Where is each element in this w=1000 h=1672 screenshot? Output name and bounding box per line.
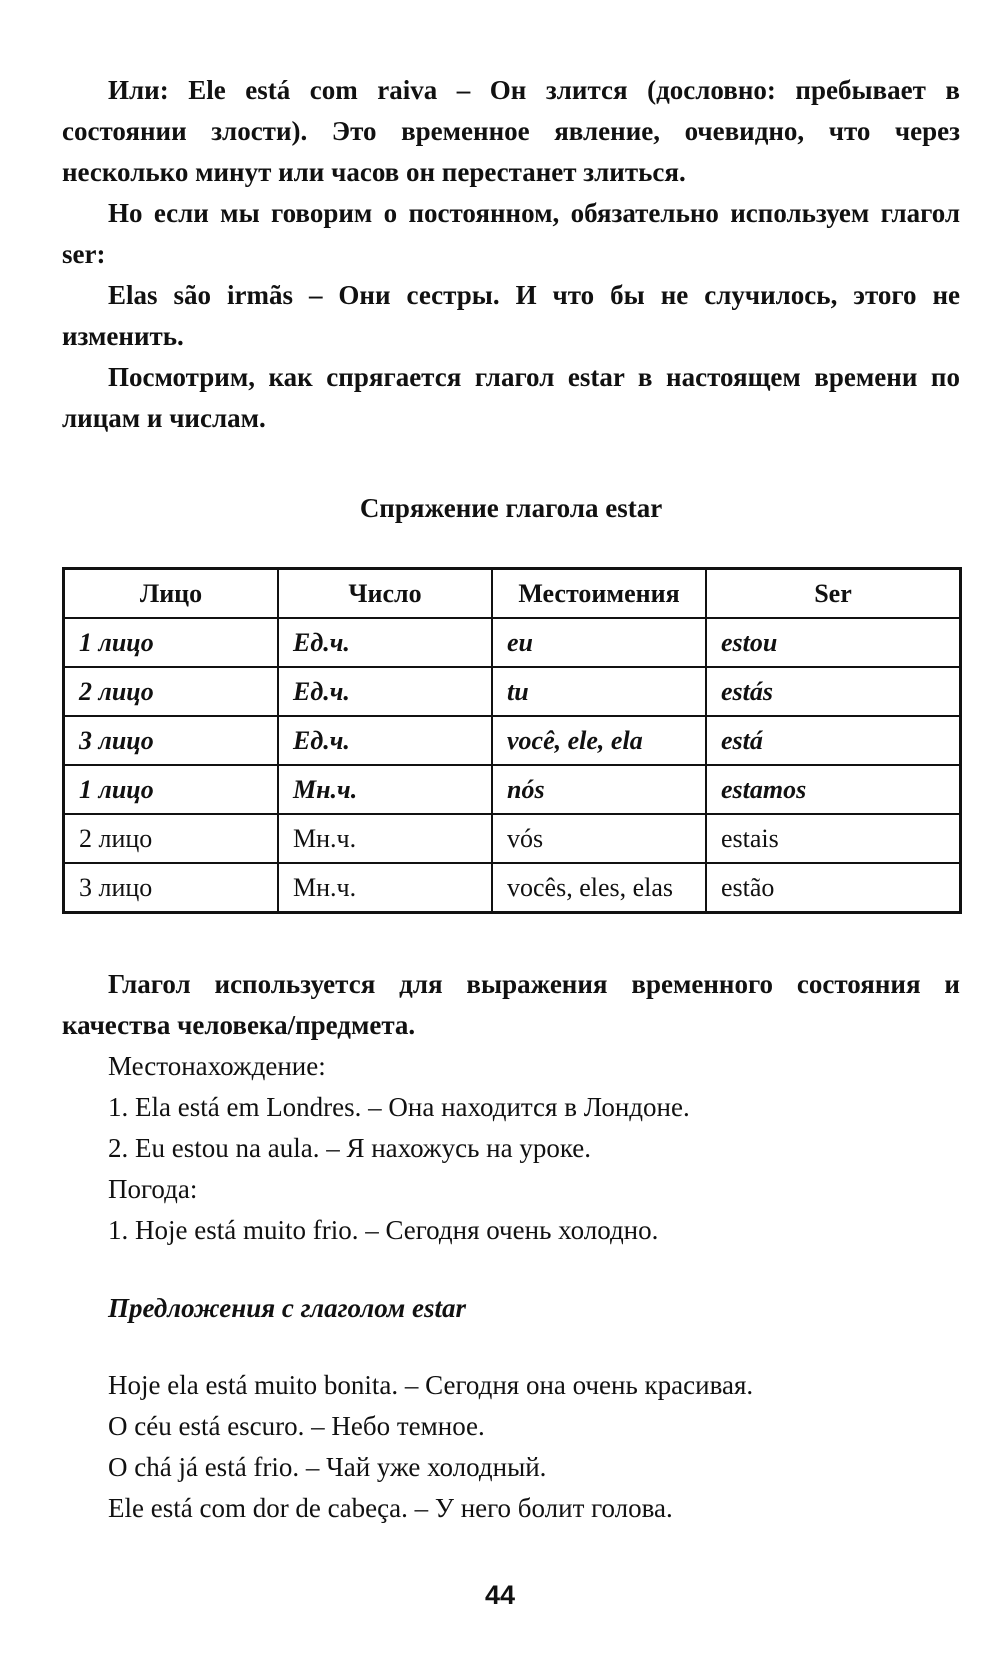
sentences-heading: Предложения с глаголом estar: [108, 1293, 466, 1323]
cell-number: Ед.ч.: [278, 618, 492, 667]
intro-paragraph-4: Посмотрим, как спрягается глагол estar в настоящем времени по лицам и числам.: [62, 362, 960, 433]
table-row: [64, 716, 961, 765]
sentence-item: Hoje ela está muito bonita. – Сегодня она очень красивая.: [108, 1370, 754, 1400]
cell-verb-form: estás: [706, 667, 961, 716]
intro-paragraph-1: Или: Ele está com raiva – Он злится (дословно: пребывает в состоянии злости). Это временное явление, очевидно, что через несколько минут или часов он перестанет злиться.: [62, 75, 960, 187]
table-header-row: [64, 569, 961, 619]
usage-paragraph: Глагол используется для выражения временного состояния и качества человека/предмета.: [62, 969, 960, 1040]
table-row: [64, 814, 961, 863]
conjugation-table: [62, 567, 962, 914]
weather-label: Погода:: [108, 1174, 198, 1204]
cell-number: Ед.ч.: [278, 716, 492, 765]
table-row: [64, 765, 961, 814]
cell-number: Мн.ч.: [278, 863, 492, 913]
cell-verb-form: estais: [706, 814, 961, 863]
intro-paragraph-3: Elas são irmãs – Они сестры. И что бы не случилось, этого не изменить.: [62, 280, 960, 351]
table-row: [64, 863, 961, 913]
cell-verb-form: estão: [706, 863, 961, 913]
cell-pronoun: vocês, eles, elas: [492, 863, 706, 913]
book-page: [62, 70, 960, 1529]
weather-example-1: 1. Hoje está muito frio. – Сегодня очень холодно.: [108, 1215, 659, 1245]
location-example-1: 1. Ela está em Londres. – Она находится в Лондоне.: [108, 1092, 690, 1122]
sentence-item: O céu está escuro. – Небо темное.: [108, 1411, 485, 1441]
intro-paragraph-2: Но если мы говорим о постоянном, обязательно используем глагол ser:: [62, 198, 960, 269]
page-number: 44: [484, 1580, 516, 1610]
header-pronouns: Местоимения: [492, 569, 706, 619]
table-row: [64, 618, 961, 667]
header-person: Лицо: [64, 569, 279, 619]
cell-pronoun: você, ele, ela: [492, 716, 706, 765]
header-number: Число: [278, 569, 492, 619]
cell-person: 2 лицо: [64, 667, 279, 716]
cell-verb-form: está: [706, 716, 961, 765]
cell-verb-form: estamos: [706, 765, 961, 814]
cell-pronoun: vós: [492, 814, 706, 863]
sentence-item: Ele está com dor de cabeça. – У него болит голова.: [108, 1493, 673, 1523]
cell-number: Мн.ч.: [278, 814, 492, 863]
cell-pronoun: eu: [492, 618, 706, 667]
table-title: Спряжение глагола estar: [359, 493, 663, 523]
cell-number: Мн.ч.: [278, 765, 492, 814]
cell-person: 3 лицо: [64, 716, 279, 765]
cell-person: 1 лицо: [64, 765, 279, 814]
cell-pronoun: nós: [492, 765, 706, 814]
cell-person: 3 лицо: [64, 863, 279, 913]
table-row: [64, 667, 961, 716]
sentence-item: O chá já está frio. – Чай уже холодный.: [108, 1452, 547, 1482]
location-example-2: 2. Eu estou na aula. – Я нахожусь на уроке.: [108, 1133, 591, 1163]
cell-pronoun: tu: [492, 667, 706, 716]
header-verb-form: Ser: [706, 569, 961, 619]
location-label: Местонахождение:: [108, 1051, 326, 1081]
cell-person: 2 лицо: [64, 814, 279, 863]
cell-verb-form: estou: [706, 618, 961, 667]
cell-person: 1 лицо: [64, 618, 279, 667]
cell-number: Ед.ч.: [278, 667, 492, 716]
